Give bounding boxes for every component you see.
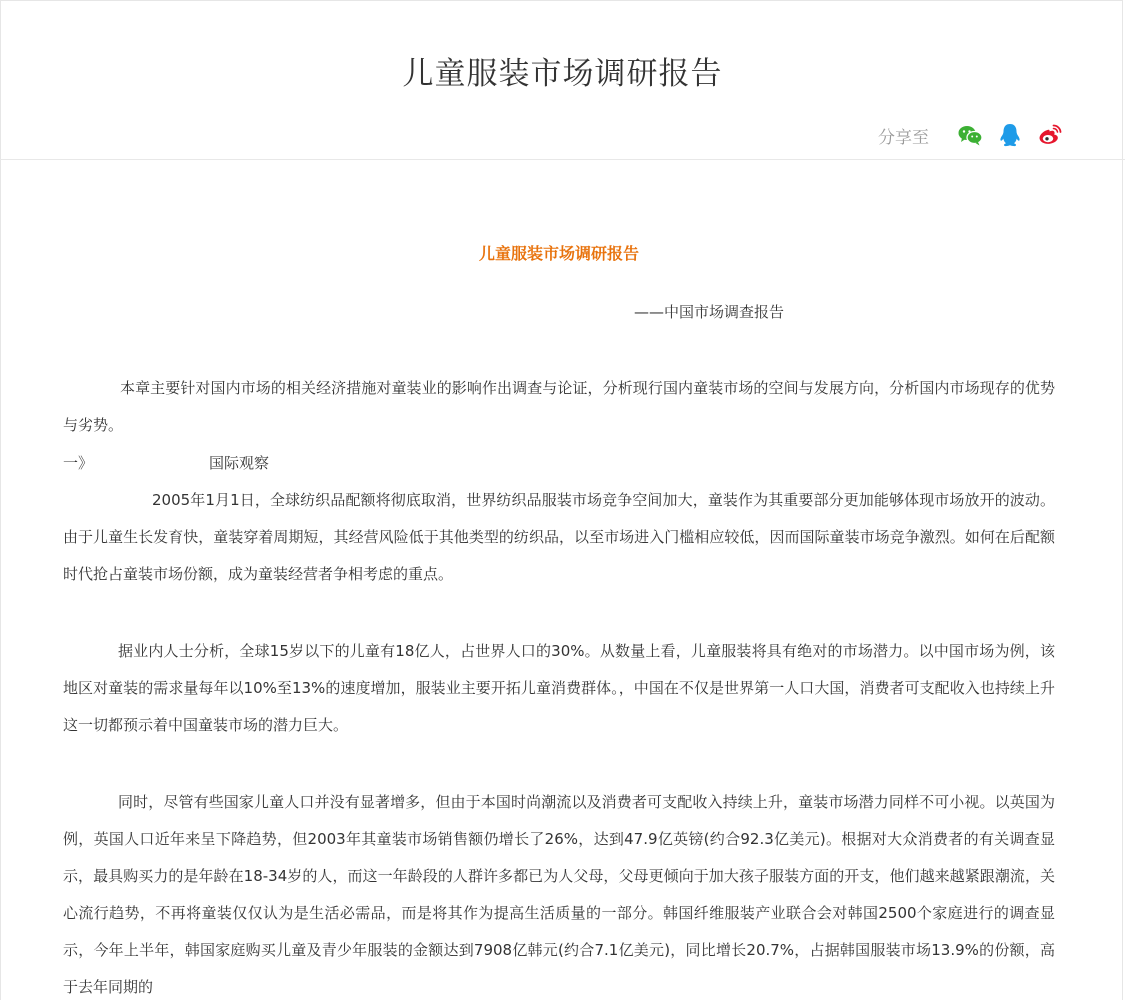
intro-paragraph: 本章主要针对国内市场的相关经济措施对童装业的影响作出调查与论证，分析现行国内童装市场的空间与发展方向，分析国内市场现存的优势与劣势。: [63, 379, 1055, 434]
paragraph: 据业内人士分析，全球15岁以下的儿童有18亿人，占世界人口的30%。从数量上看，儿童服装将具有绝对的市场潜力。以中国市场为例，该地区对童装的需求量每年以10%至13%的速度增加，服装业主要开拓儿童消费群体。，中国在不仅是世界第一人口大国，消费者可支配收入也持续上升这一切都预示着中国童装市场的潜力巨大。: [63, 642, 1055, 734]
paragraph: 同时，尽管有些国家儿童人口并没有显著增多，但由于本国时尚潮流以及消费者可支配收入持续上升，童装市场潜力同样不可小视。以英国为例，英国人口近年来呈下降趋势，但2003年其童装市场销售额仍增长了26%，达到47.9亿英镑(约合92.3亿美元)。根据对大众消费者的有关调查显示，最具购买力的是年龄在18-34岁的人，而这一年龄段的人群许多都已为人父母，父母更倾向于加大孩子服装方面的开支，他们越来越紧跟潮流，关心流行趋势，不再将童装仅仅认为是生活必需品，而是将其作为提高生活质量的一部分。韩国纤维服装产业联合会对韩国2500个家庭进行的调查显示，今年上半年，韩国家庭购买儿童及青少年服装的金额达到7908亿韩元(约合7.1亿美元)，同比增长20.7%，占据韩国服装市场13.9%的份额，高于去年同期的: [63, 793, 1055, 996]
section-title: 国际观察: [209, 454, 270, 472]
page-title: 儿童服装市场调研报告: [402, 56, 723, 92]
article-subtitle: ——中国市场调查报告: [634, 303, 785, 321]
share-label: 分享至: [878, 127, 929, 148]
header: [0, 0, 1125, 160]
wechat-icon[interactable]: [957, 122, 983, 148]
weibo-icon[interactable]: [1037, 122, 1063, 148]
article-title: 儿童服装市场调研报告: [478, 244, 639, 263]
section-heading: [63, 448, 269, 478]
qq-icon[interactable]: [997, 122, 1023, 148]
section-number: 一》: [63, 454, 94, 472]
paragraph: 2005年1月1日，全球纺织品配额将彻底取消，世界纺织品服装市场竞争空间加大，童装作为其重要部分更加能够体现市场放开的波动。由于儿童生长发育快，童装穿着周期短，其经营风险低于其他类型的纺织品，以至市场进入门槛相应较低，因而国际童装市场竞争激烈。如何在后配额时代抢占童装市场份额，成为童装经营者争相考虑的重点。: [63, 491, 1055, 583]
share-bar: [878, 118, 1063, 152]
